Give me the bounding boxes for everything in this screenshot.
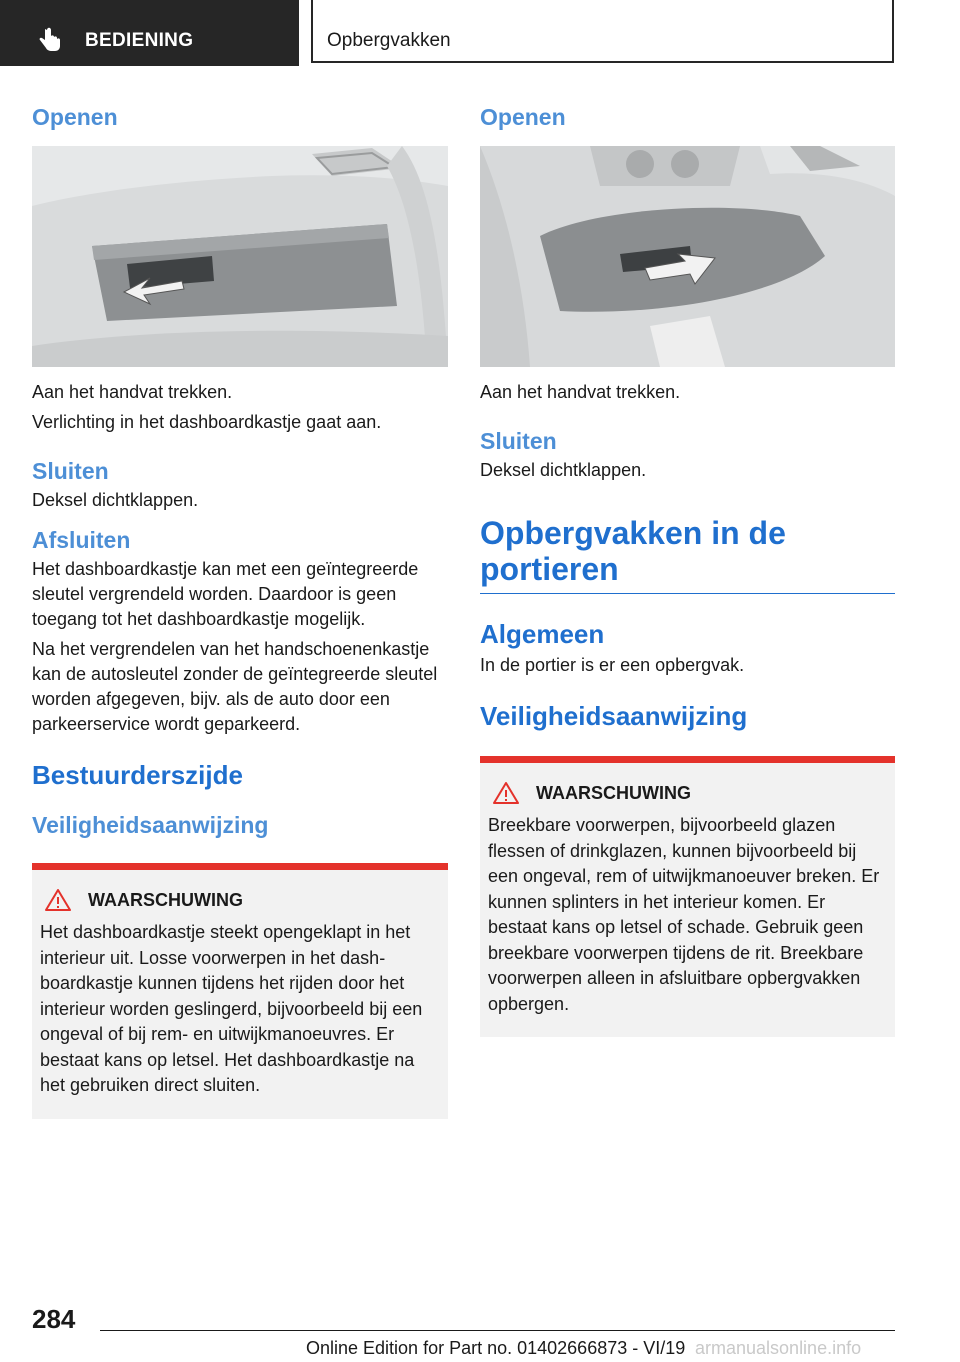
page-number: 284 [32, 1304, 76, 1334]
warning-box-right [480, 756, 895, 1037]
watermark: armanualsonline.info [695, 1338, 862, 1358]
page-footer [0, 1290, 960, 1362]
section-label: BEDIENING [85, 30, 194, 51]
general-heading: Algemeen [480, 619, 605, 649]
section-tab[interactable] [0, 0, 299, 66]
general-text: In de portier is er een opbergvak. [480, 655, 745, 675]
left-column [32, 100, 448, 1119]
close-heading-right: Sluiten [480, 428, 557, 454]
driver-side-heading: Bestuurderszijde [32, 760, 243, 790]
warning-text-right: Breekbare voorwerpen, bijvoorbeeld glazen flessen of drinkglazen, kunnen bijvoorbeeld bij een ongeval, rem of uitwijkmanoeuver breken. Er kunnen splinters in het interieur komen. Er bestaat kans op letsel of schade. Gebruik geen breekbare voorwerpen tijdens de rit. Breekbare voorwerpen alleen in afsluitbare opbergvakken opbergen. [488, 815, 880, 1014]
open-heading: Openen [32, 104, 118, 130]
right-column [480, 100, 895, 1037]
warning-triangle-icon [44, 888, 72, 912]
warning-box-left [32, 863, 448, 1119]
warning-title-right [488, 781, 887, 805]
topic-label: Opbergvakken [327, 30, 451, 51]
warning-title-left [40, 888, 440, 912]
glovebox-photo-driver [32, 146, 448, 367]
edition-text: Online Edition for Part no. 01402666873 - VI/19 [306, 1338, 686, 1358]
open-text-1: Aan het handvat trekken. [32, 382, 233, 402]
section-title: Opbergvakken in de portieren [480, 515, 786, 587]
glovebox-illustration-right [480, 146, 895, 367]
close-text-right: Deksel dichtklappen. [480, 460, 647, 480]
open-text-right: Aan het handvat trekken. [480, 382, 681, 402]
warning-text-left: Het dashboardkastje steekt opengeklapt in het interieur uit. Losse voorwerpen in het dashboardkastje kunnen tijdens het rijden door het interieur worden geslingerd, bijvoorbeeld bij een ongeval of bij rem- en uitwijkmanoeuvres. Er bestaat kans op letsel. Het dashboardkastje na het gebruiken direct sluiten. [40, 922, 423, 1095]
warning-label-left: WAARSCHUWING [88, 889, 243, 910]
page-header [0, 0, 960, 66]
open-text-2: Verlichting in het dashboardkastje gaat aan. [32, 412, 382, 432]
close-heading: Sluiten [32, 458, 109, 484]
glovebox-illustration [32, 146, 448, 367]
lock-text-2: Na het vergrendelen van het handschoenenkastje kan de autosleutel zonder de geïntegreerde sleutel worden afgegeven, bijv. als de auto door een parkeerservice wordt geparkeerd. [32, 639, 438, 734]
lock-text-1: Het dashboardkastje kan met een geïntegreerde sleutel vergrendeld worden. Daardoor is geen toegang tot het dashboardkastje mogelijk. [32, 559, 419, 629]
safety-heading-right: Veiligheidsaanwijzing [480, 701, 748, 731]
warning-label-right: WAARSCHUWING [536, 782, 691, 803]
footer-rule [100, 1330, 895, 1331]
lock-heading: Afsluiten [32, 527, 131, 553]
warning-triangle-icon [492, 781, 520, 805]
close-text: Deksel dichtklappen. [32, 490, 199, 510]
open-heading-right: Openen [480, 104, 566, 130]
glovebox-photo-passenger [480, 146, 895, 367]
hand-pointer-icon [38, 27, 62, 53]
safety-heading-left: Veiligheidsaanwijzing [32, 812, 269, 838]
topic-tab[interactable] [311, 0, 894, 63]
title-rule [480, 593, 895, 594]
